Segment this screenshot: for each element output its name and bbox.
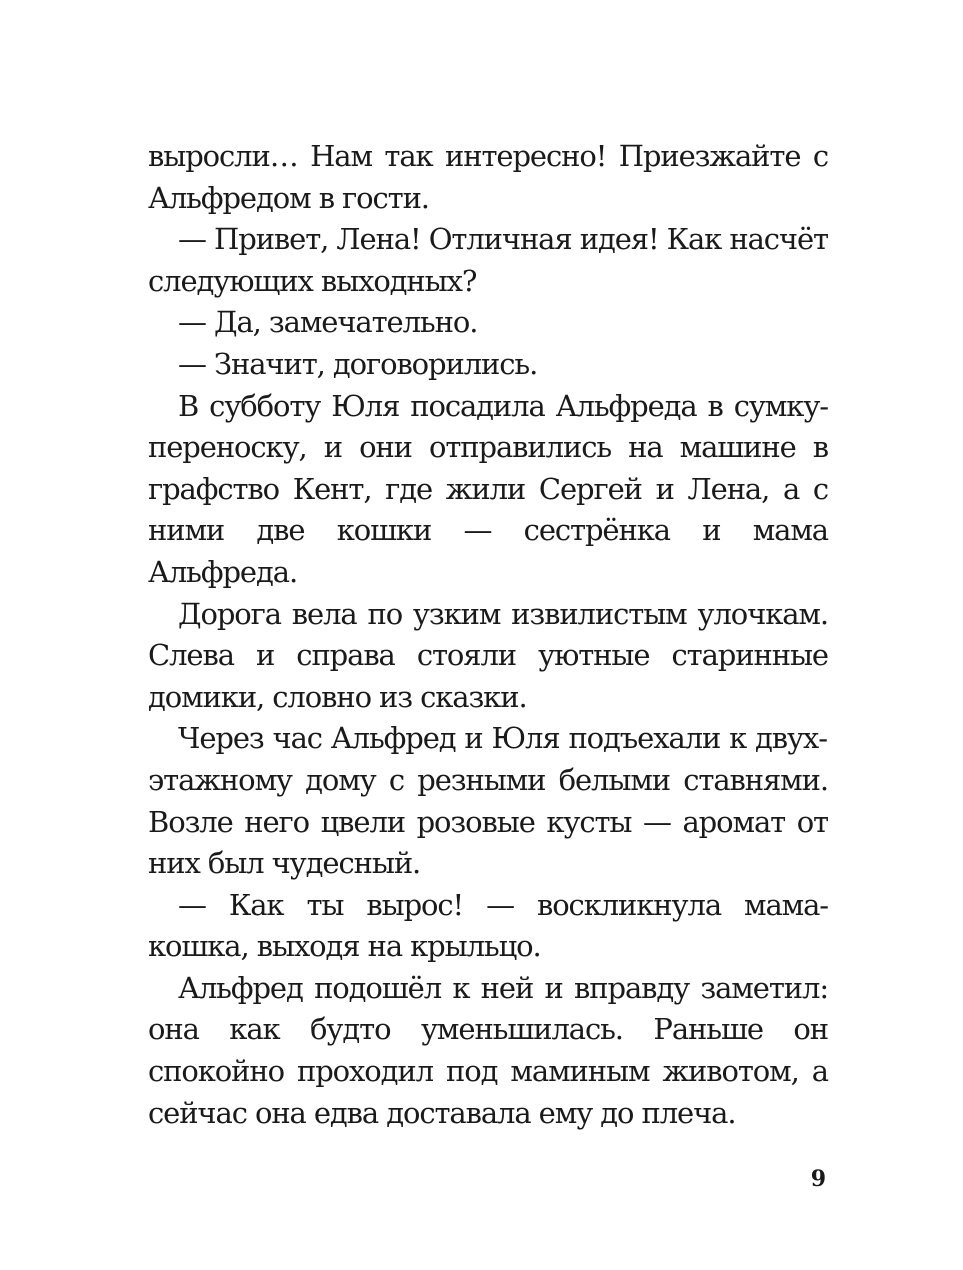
body-text [148,136,828,1134]
paragraph-dialogue: — Да, замечательно. [178,305,478,340]
page-number: 9 [810,1166,826,1192]
paragraph-dialogue: — Как ты вырос! — воскликнула мама-кошка, выходя на крыльцо. [148,887,828,964]
paragraph-dialogue: — Привет, Лена! Отличная идея! Как насчёт следующих выходных? [148,222,828,298]
paragraph-continued: выросли… Нам так интересно! Приезжайте с Альфредом в гости. [148,139,828,215]
paragraph: Дорога вела по узким извилистым улочкам. Слева и справа стояли уютные старинные домики, словно из сказки. [148,596,828,714]
paragraph-dialogue: — Значит, договорились. [178,346,538,381]
paragraph: Через час Альфред и Юля подъехали к двухэтажному дому с резными белыми ставнями. Возле него цвели розовые кусты — аромат от них был чудесный. [148,721,828,881]
paragraph: В субботу Юля посадила Альфреда в сумку-переноску, и они отправились на машине в графство Кент, где жили Сергей и Лена, а с ними две кошки — сестрёнка и мама Альфреда. [148,388,828,589]
paragraph: Альфред подошёл к ней и вправду заметил: она как будто уменьшилась. Раньше он спокойно проходил под маминым животом, а сейчас она едва доставала ему до плеча. [148,970,828,1130]
